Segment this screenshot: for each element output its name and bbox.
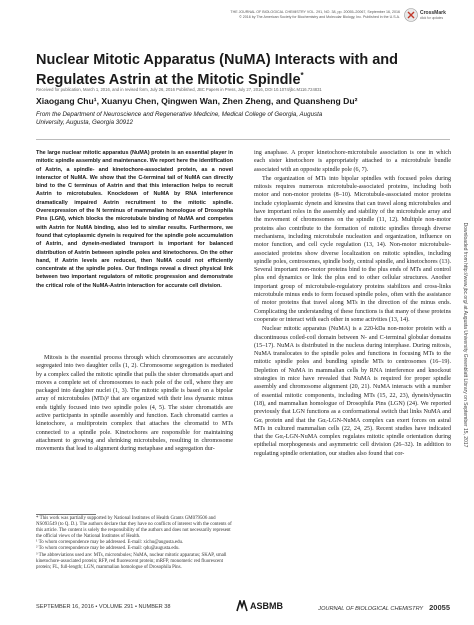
header-divider [36,139,450,140]
body-paragraph: ing anaphase. A proper kinetochore-microtubule association is one in which each sister kinetochore is appropriately attached to a microtubule bundle associated with an opposite spindle pole (6, 7). [254,150,451,173]
asbmb-logo [236,600,283,612]
footnote-correspondence-2: ² To whom correspondence may be addressed. E-mail: qdu@augusta.edu. [36,546,180,552]
journal-citation-line1: THE JOURNAL OF BIOLOGICAL CHEMISTRY VOL. 291, NO. 38, pp. 20055–20067, September 16, 2016 [230,10,400,14]
download-sidebar [455,120,468,560]
body-paragraph: Mitosis is the essential process through which chromosomes are accurately segregated into two daughter cells (1, 2). Chromosome segregation is mediated by a complex called the mitotic spindle that pulls the sister chromatids apart and moves a complete set of chromosomes to each pole of the cell, where they are packaged into daughter nuclei (1, 3). The mitotic spindle is based on a bipolar array of microtubules (MTs)³ that are organized with their less dynamic minus ends tightly focused into two spindle poles (4, 5). The sister chromatids are active participants in spindle assembly and function. Each chromatid carries a kinetochore, a multiprotein complex that attaches the chromatid to MTs connected to a spindle pole. Kinetochores are responsible for maintaining attachment to growing and shrinking microtubules, resulting in chromosome movements that lead to alignment during metaphase and segregation dur- [36,355,233,453]
asbmb-logo-text: ASBMB [250,601,283,611]
page-footer [36,600,450,614]
footnote-correspondence-1: ¹ To whom correspondence may be addressed. E-mail: xichu@augusta.edu. [36,540,184,546]
footnote-divider [36,514,96,515]
author-list: Xiaogang Chu¹, Xuanyu Chen, Qingwen Wan, Zhen Zheng, and Quansheng Du² [36,96,358,106]
asbmb-logo-icon [236,600,248,612]
journal-citation-line2: © 2016 by The American Society for Biochemistry and Molecular Biology, Inc. Published in the U.S.A. [239,15,400,19]
body-column-right [254,149,451,458]
article-title [36,52,416,88]
affiliation: From the Department of Neuroscience and Regenerative Medicine, Medical College of Georgia, Augusta University, Augusta, Georgia 30912 [36,111,323,127]
received-dates: Received for publication, March 1, 2016, and in revised form, July 26, 2016 Published, JBC Papers in Press, July 27, 2016, DOI 10.1074/jbc.M116.724831 [36,87,322,92]
footnote-abbreviations: ³ The abbreviations used are: MTs, microtubules; NuMA, nuclear mitotic apparatus; SKAP, small kinetochore-associated protein; RFP, red fluorescent protein; mRFP, monomeric red fluorescent protein; FL, full-length; LGN, mammalian homologue of Drosophila Pins. [36,552,227,570]
footnote-funding: * This work was partially supported by National Institutes of Health Grants GM079506 and NS093549 (to Q. D.). The authors declare that they have no conflicts of interest with the contents of this article. The content is solely the responsibility of the authors and does not necessarily represent the official views of the National Institutes of Health. [36,516,232,540]
crossmark-icon [404,8,418,22]
body-column-left [36,354,233,454]
journal-page-info [318,603,450,612]
download-note[interactable]: Downloaded from http://www.jbc.org/ at Augusta University Greenblatt Library on September 15, 2017 [462,222,468,448]
crossmark-label: CrossMark [420,9,446,16]
issue-info: SEPTEMBER 16, 2016 • VOLUME 291 • NUMBER 38 [36,604,171,610]
footnotes [36,516,233,571]
body-paragraph: The organization of MTs into bipolar spindles with focused poles during mitosis requires numerous microtubule-associated proteins, including both motor and non-motor proteins (8–10). Microtubule-associated motor proteins include cytoplasmic dynein and kinesins that can travel along microtubules and have important roles in the assembly and stability of the microtubule array and the movement of chromosomes on the spindle (11, 12). Multiple non-motor proteins also contribute to the formation of mitotic spindles through diverse mechanisms, including microtubule nucleation and organization, influence on motor function, and cell cycle regulation (13, 14). Non-motor microtubule-associated proteins show diverse localization on mitotic spindles, including spindle poles, centrosomes, spindle body, central spindle, and kinetochores (13). Several important non-motor proteins bind to the plus ends of MTs and control plus end dynamics or link the plus end to other cellular structures. Another important group of microtubule-regulatory proteins stabilizes and cross-links microtubule minus ends to form focused spindle poles, often with the assistance of motor proteins that travel along MTs in the direction of the minus ends. Complicating the understanding of these functions is that many of these proteins cooperate or interact with each other in some activities (13, 14). [254,175,451,323]
abstract: The large nuclear mitotic apparatus (NuMA) protein is an essential player in mitotic spindle assembly and maintenance. We report here the identification of Astrin, a spindle- and kinetochore-associated protein, as a novel interactor of NuMA. We show that the C-terminal tail of NuMA can directly bind to the C terminus of Astrin and that this interaction helps to recruit Astrin to microtubules. Knockdown of NuMA by RNA interference dramatically impaired Astrin recruitment to the mitotic spindle. Overexpression of the N terminus of mammalian homologue of Drosophila Pins (LGN), which blocks the microtubule binding of NuMA and competes with Astrin for NuMA binding, also led to similar results. Furthermore, we found that cytoplasmic dynein is required for the spindle pole accumulation of Astrin, and dynein-mediated transport is important for balanced distribution of Astrin between spindle poles and kinetochores. On the other hand, if Astrin levels are reduced, then NuMA could not efficiently concentrate at the spindle poles. Our findings reveal a direct physical link between two important regulators of mitotic progression and demonstrate the critical role of the NuMA-Astrin interaction for accurate cell division. [36,150,233,289]
crossmark-sublabel: click for updates [420,15,444,20]
journal-name: JOURNAL OF BIOLOGICAL CHEMISTRY [318,606,424,612]
page-number: 20055 [429,603,450,612]
journal-citation [150,10,400,20]
crossmark-badge[interactable] [404,4,450,26]
title-footnote-mark: * [300,71,304,80]
body-paragraph: Nuclear mitotic apparatus (NuMA) is a 220-kDa non-motor protein with a discontinuous coiled-coil domain between N- and C-terminal globular domains (15–17). NuMA is distributed in the nucleus during interphase. During mitosis, NuMA translocates to the spindle poles and functions in focusing MTs to the mitotic spindle poles and bundling spindle MTs to centrosomes (16–19). Depletion of NuMA in mammalian cells by RNA interference and knockout strategies in mice have revealed that NuMA is required for proper spindle assembly and chromosome alignment (20, 21). NuMA interacts with a number of essential mitotic components, including MTs (15, 22, 23), dynein/dynactin (18), and mammalian homologue of Drosophila Pins (LGN) (24). We reported previously that LGN functions as a conformational switch that links NuMA and Gαᵢ protein and that the Gαᵢ-LGN-NuMA complex can exert forces on astral MTs in cultured mammalian cells (22, 24, 25). Recent studies have indicated that the Gαᵢ-LGN-NuMA complex regulates mitotic spindle orientation during epithelial morphogenesis and asymmetric cell division (26–32). In addition to regulating spindle orientation, our studies also found that cor- [254,326,451,457]
article-title-text: Nuclear Mitotic Apparatus (NuMA) Interacts with and Regulates Astrin at the Mitotic Spindle [36,52,398,88]
